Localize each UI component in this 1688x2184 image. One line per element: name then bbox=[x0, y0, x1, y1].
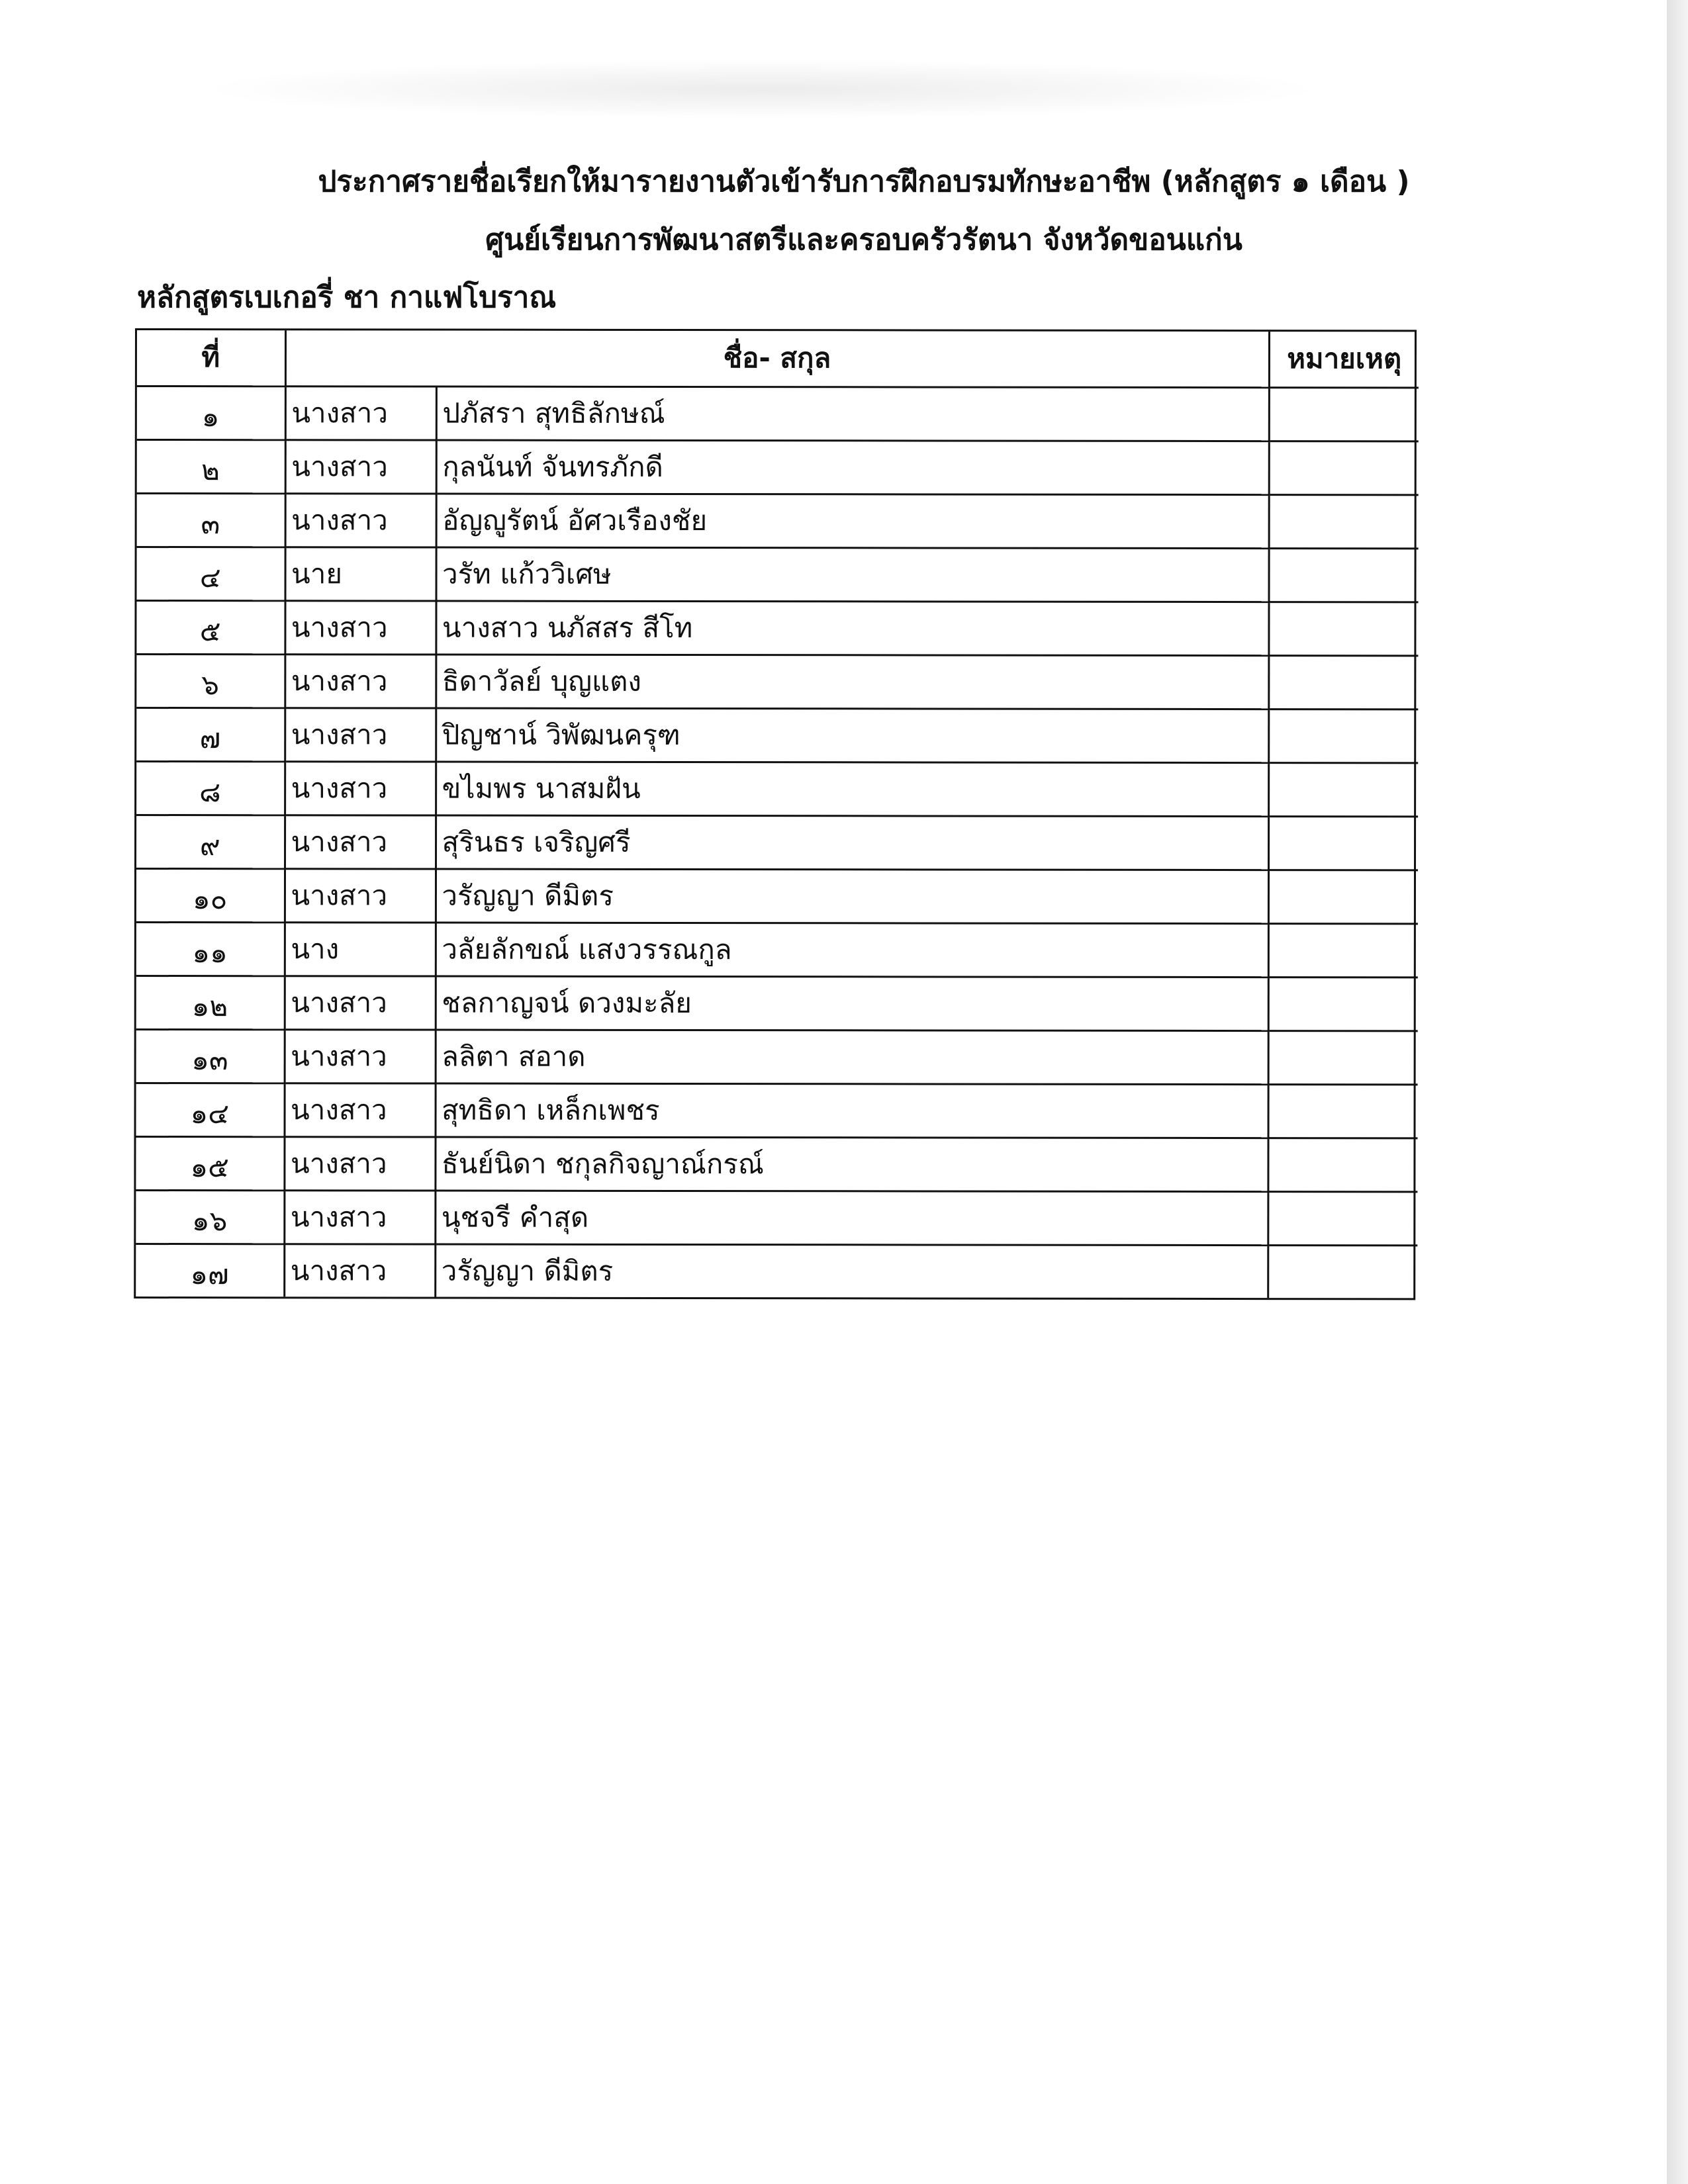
row-number: ๕ bbox=[136, 600, 285, 654]
row-title-prefix: นางสาว bbox=[284, 1244, 435, 1297]
row-remark bbox=[1268, 816, 1418, 870]
row-title-prefix: นางสาว bbox=[285, 976, 436, 1029]
row-full-name: ลลิตา สอาด bbox=[436, 1030, 1268, 1085]
table-row bbox=[136, 1190, 1417, 1245]
row-remark bbox=[1268, 1191, 1417, 1245]
row-remark bbox=[1268, 1084, 1418, 1138]
row-full-name: ธันย์นิดา ชกุลกิจญาณ์กรณ์ bbox=[435, 1137, 1268, 1192]
table-row bbox=[136, 707, 1418, 762]
row-title-prefix: นางสาว bbox=[285, 654, 436, 707]
row-full-name: กุลนันท์ จันทรภักดี bbox=[436, 440, 1269, 495]
table-row bbox=[136, 1083, 1418, 1138]
row-title-prefix: นางสาว bbox=[285, 815, 436, 868]
table-row bbox=[136, 547, 1418, 602]
row-number: ๒ bbox=[137, 439, 285, 493]
table-row bbox=[136, 976, 1418, 1030]
row-full-name: ชลกาญจน์ ดวงมะลัย bbox=[436, 976, 1268, 1031]
row-number: ๑๐ bbox=[136, 868, 285, 922]
table-row bbox=[136, 1136, 1417, 1191]
row-full-name: ธิดาวัลย์ บุญแตง bbox=[436, 655, 1268, 709]
table-row bbox=[137, 439, 1419, 494]
table-row bbox=[136, 761, 1418, 816]
table-header-row bbox=[137, 330, 1419, 387]
table-row bbox=[136, 1244, 1417, 1298]
row-number: ๗ bbox=[136, 707, 285, 761]
row-number: ๖ bbox=[136, 654, 285, 707]
table-row bbox=[137, 493, 1419, 548]
scan-smudge bbox=[199, 60, 1324, 119]
row-full-name: ขไมพร นาสมฝัน bbox=[436, 762, 1268, 817]
row-title-prefix: นางสาว bbox=[284, 1190, 435, 1244]
row-remark bbox=[1268, 548, 1418, 602]
row-title-prefix: นางสาว bbox=[285, 1083, 436, 1136]
row-remark bbox=[1268, 870, 1418, 923]
announcement-title: ประกาศรายชื่อเรียกให้มารายงานตัวเข้ารับการฝึกอบรมทักษะอาชีพ (หลักสูตร ๑ เดือน ) bbox=[318, 165, 1410, 199]
row-number: ๑ bbox=[137, 386, 285, 439]
row-number: ๑๖ bbox=[136, 1190, 284, 1244]
column-header-remark: หมายเหตุ bbox=[1269, 332, 1419, 387]
center-name: ศูนย์เรียนการพัฒนาสตรีและครอบครัวรัตนา จังหวัดขอนแก่น bbox=[485, 223, 1243, 257]
row-remark bbox=[1268, 709, 1418, 762]
row-number: ๙ bbox=[136, 815, 285, 868]
row-remark bbox=[1268, 1030, 1418, 1084]
row-number: ๑๔ bbox=[136, 1083, 285, 1136]
row-full-name: วลัยลักขณ์ แสงวรรณกูล bbox=[436, 923, 1268, 978]
row-remark bbox=[1269, 441, 1419, 494]
row-title-prefix: นางสาว bbox=[285, 707, 436, 761]
row-title-prefix: นางสาว bbox=[285, 1029, 436, 1083]
row-number: ๓ bbox=[137, 493, 285, 547]
row-remark bbox=[1268, 977, 1418, 1030]
row-remark bbox=[1268, 1245, 1417, 1298]
row-title-prefix: นางสาว bbox=[285, 600, 436, 654]
row-full-name: อัญญูรัตน์ อัศวเรืองชัย bbox=[436, 494, 1269, 549]
row-full-name: วรัญญา ดีมิตร bbox=[436, 869, 1268, 924]
row-full-name: ปภัสรา สุทธิลักษณ์ bbox=[436, 387, 1269, 441]
row-number: ๔ bbox=[136, 547, 285, 600]
row-title-prefix: นางสาว bbox=[285, 439, 436, 493]
row-title-prefix: นางสาว bbox=[285, 761, 436, 815]
row-title-prefix: นาง bbox=[285, 922, 436, 976]
row-title-prefix: นางสาว bbox=[285, 386, 436, 439]
row-full-name: สุรินธร เจริญศรี bbox=[436, 815, 1268, 870]
row-title-prefix: นางสาว bbox=[284, 1136, 435, 1190]
row-remark bbox=[1268, 923, 1418, 977]
row-full-name: วรัญญา ดีมิตร bbox=[435, 1244, 1268, 1298]
row-remark bbox=[1268, 655, 1418, 709]
row-title-prefix: นางสาว bbox=[285, 868, 436, 922]
row-remark bbox=[1268, 1138, 1417, 1191]
row-remark bbox=[1268, 602, 1418, 655]
row-full-name: สุทธิดา เหล็กเพชร bbox=[436, 1083, 1268, 1138]
column-header-number: ที่ bbox=[137, 330, 285, 386]
row-number: ๑๗ bbox=[136, 1244, 284, 1297]
row-remark bbox=[1269, 494, 1419, 548]
row-title-prefix: นาย bbox=[285, 547, 436, 600]
row-number: ๑๒ bbox=[136, 976, 285, 1029]
row-full-name: นางสาว นภัสสร สีโท bbox=[436, 601, 1268, 656]
row-number: ๑๓ bbox=[136, 1029, 285, 1083]
page-edge-shadow bbox=[1667, 0, 1688, 2184]
row-full-name: ปิญชาน์ วิพัฒนครุฑ bbox=[436, 708, 1268, 763]
table-row bbox=[136, 1029, 1418, 1084]
row-full-name: นุชจรี คำสุด bbox=[435, 1191, 1268, 1246]
row-number: ๘ bbox=[136, 761, 285, 815]
row-full-name: วรัท แก้ววิเศษ bbox=[436, 547, 1268, 602]
name-list-table bbox=[134, 328, 1417, 1300]
table-row bbox=[136, 654, 1418, 709]
table-row bbox=[136, 868, 1418, 923]
column-header-name: ชื่อ- สกุล bbox=[285, 330, 1269, 387]
row-number: ๑๕ bbox=[136, 1136, 284, 1190]
table-row bbox=[137, 386, 1419, 441]
row-remark bbox=[1269, 387, 1419, 441]
course-name: หลักสูตรเบเกอรี่ ชา กาแฟโบราณ bbox=[137, 281, 557, 314]
row-title-prefix: นางสาว bbox=[285, 493, 436, 547]
row-number: ๑๑ bbox=[136, 922, 285, 976]
table-row bbox=[136, 922, 1418, 977]
table-row bbox=[136, 600, 1418, 655]
table-row bbox=[136, 815, 1418, 870]
row-remark bbox=[1268, 762, 1418, 816]
